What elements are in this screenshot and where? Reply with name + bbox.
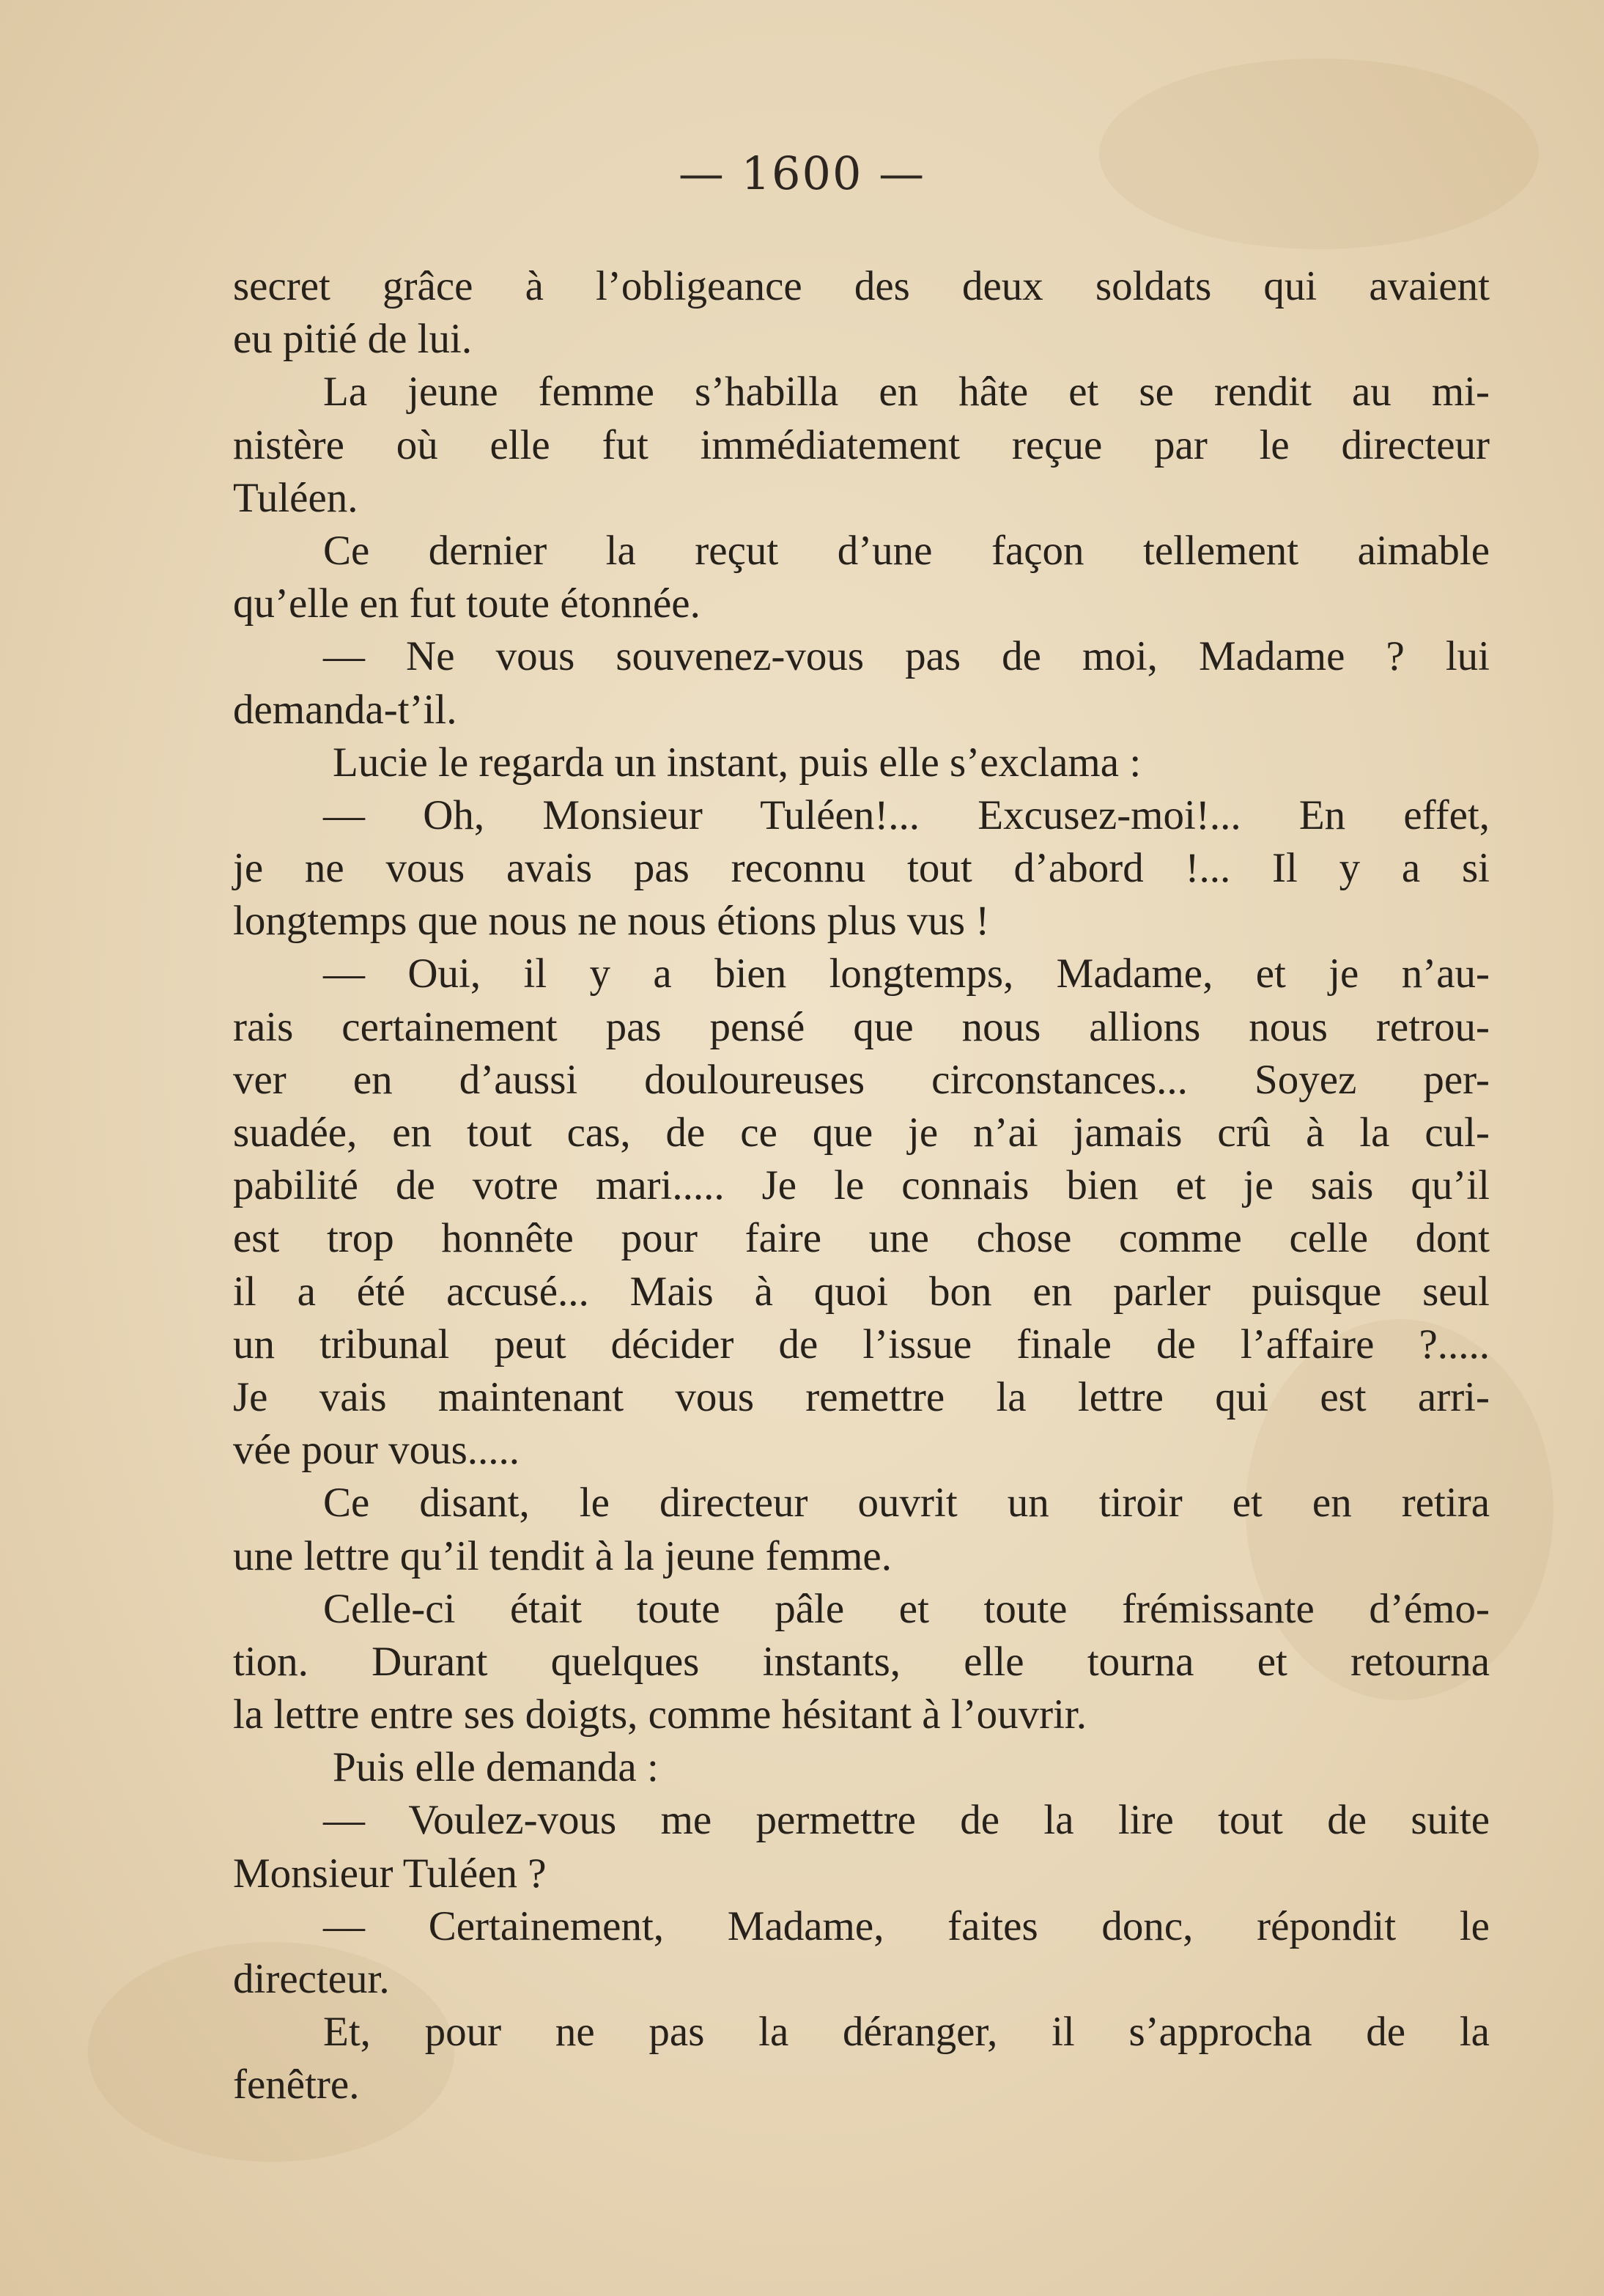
text-line: je ne vous avais pas reconnu tout d’abord !... Il y a si — [233, 845, 1490, 892]
page-number: — 1600 — — [678, 147, 926, 200]
text-line: — Certainement, Madame, faites donc, répondit le — [323, 1902, 1490, 1949]
text-line: Ce dernier la reçut d’une façon tellement aimable — [323, 527, 1490, 574]
text-line: ver en d’aussi douloureuses circonstances... Soyez per- — [233, 1056, 1490, 1103]
text-line: rais certainement pas pensé que nous allions nous retrou- — [233, 1003, 1490, 1050]
text-line: Ce disant, le directeur ouvrit un tiroir et en retira — [323, 1480, 1490, 1527]
text-line: pabilité de votre mari..... Je le connais bien et je sais qu’il — [233, 1162, 1490, 1209]
text-line: directeur. — [233, 1956, 390, 2002]
text-line: Puis elle demanda : — [333, 1744, 659, 1791]
text-line: Monsieur Tuléen ? — [233, 1850, 547, 1897]
text-line: il a été accusé... Mais à quoi bon en parler puisque seul — [233, 1268, 1490, 1315]
text-line: — Ne vous souvenez-vous pas de moi, Madame ? lui — [323, 633, 1490, 680]
text-line: suadée, en tout cas, de ce que je n’ai jamais crû à la cul- — [233, 1110, 1490, 1156]
body-text — [233, 260, 1490, 2112]
text-line: — Oui, il y a bien longtemps, Madame, et je n’au- — [323, 950, 1490, 997]
text-line: longtemps que nous ne nous étions plus vus ! — [233, 898, 990, 945]
text-line: demanda-t’il. — [233, 686, 457, 733]
text-line: Je vais maintenant vous remettre la lettre qui est arri- — [233, 1373, 1490, 1420]
text-line: vée pour vous..... — [233, 1427, 520, 1474]
text-line: fenêtre. — [233, 2061, 360, 2108]
text-line: Lucie le regarda un instant, puis elle s’exclama : — [333, 739, 1142, 786]
text-line: La jeune femme s’habilla en hâte et se rendit au mi- — [323, 369, 1490, 416]
text-line: — Oh, Monsieur Tuléen!... Excusez-moi!... En effet, — [323, 791, 1490, 838]
text-line: secret grâce à l’obligeance des deux soldats qui avaient — [233, 263, 1490, 309]
text-line: une lettre qu’il tendit à la jeune femme. — [233, 1532, 892, 1579]
text-line: — Voulez-vous me permettre de la lire tout de suite — [323, 1797, 1490, 1844]
text-line: eu pitié de lui. — [233, 316, 473, 363]
text-line: la lettre entre ses doigts, comme hésitant à l’ouvrir. — [233, 1691, 1087, 1738]
text-line: tion. Durant quelques instants, elle tourna et retourna — [233, 1638, 1490, 1685]
text-line: qu’elle en fut toute étonnée. — [233, 580, 701, 627]
text-line: Tuléen. — [233, 474, 358, 521]
text-line: Celle-ci était toute pâle et toute frémissante d’émo- — [323, 1585, 1490, 1632]
text-line: est trop honnête pour faire une chose comme celle dont — [233, 1215, 1490, 1262]
text-line: un tribunal peut décider de l’issue finale de l’affaire ?..... — [233, 1321, 1490, 1367]
text-line: Et, pour ne pas la déranger, il s’approcha de la — [323, 2009, 1490, 2056]
text-line: nistère où elle fut immédiatement reçue par le directeur — [233, 421, 1490, 468]
